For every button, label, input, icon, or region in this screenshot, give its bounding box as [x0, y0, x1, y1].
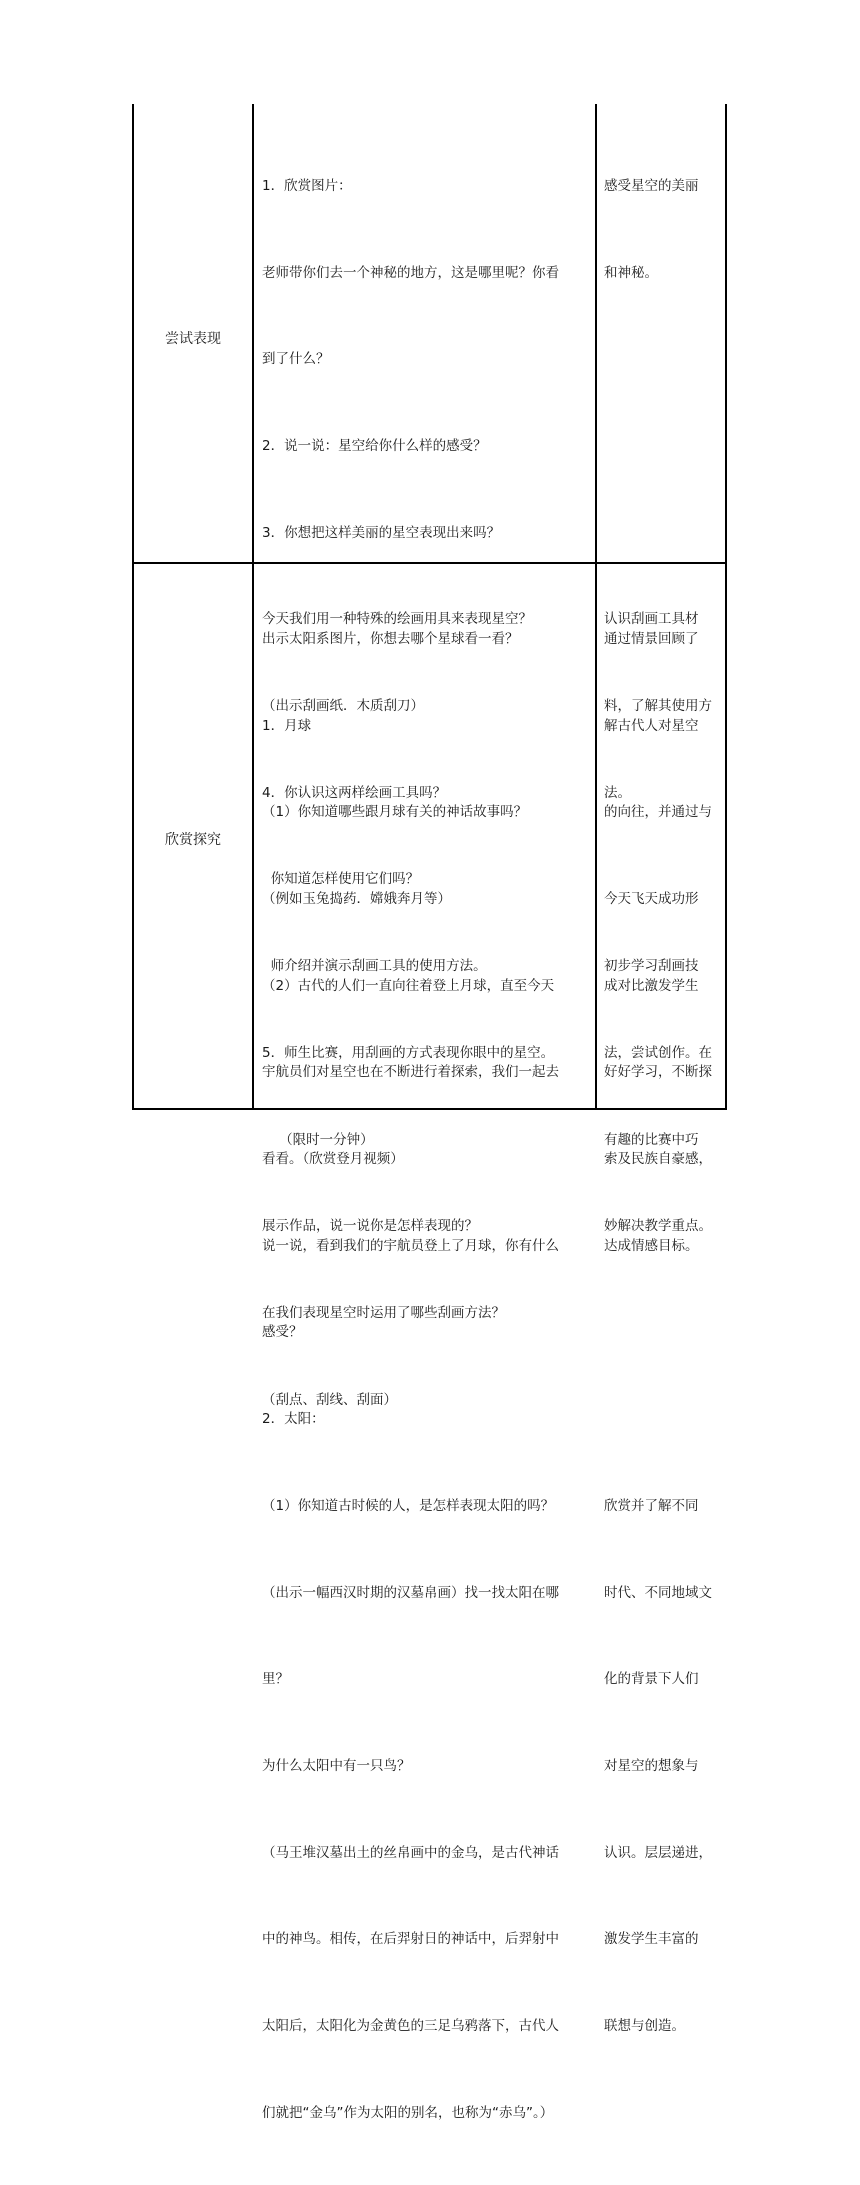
content-line: 到了什么？ [262, 351, 330, 368]
purpose-line [604, 1405, 712, 1434]
table-border-col1 [252, 104, 254, 1110]
content-line: （刮点、刮线、刮面） [262, 1391, 397, 1408]
purpose-line: 妙解决教学重点。 [604, 1218, 712, 1235]
content-line: 为什么太阳中有一只鸟？ [262, 1757, 411, 1774]
content-line: 太阳后，太阳化为金黄色的三足乌鸦落下，古代人 [262, 2018, 559, 2035]
content-line: 2．说一说：星空给你什么样的感受？ [262, 437, 487, 454]
purpose-line: 法，尝试创作。在 [604, 1044, 712, 1061]
purpose-line: 料，了解其使用方 [604, 698, 712, 715]
purpose-line [604, 519, 712, 548]
content-line: 们就把“金乌”作为太阳的别名，也称为“赤乌”。） [262, 2104, 554, 2121]
activity-content [262, 567, 559, 2185]
purpose-line: 索及民族自豪感， [604, 1151, 712, 1168]
purpose-line: 和神秘。 [604, 264, 658, 281]
purpose-line [604, 1318, 712, 1347]
purpose-line: 通过情景回顾了 [604, 630, 699, 647]
stage-label: 尝试表现 [165, 331, 221, 347]
content-line: （马王堆汉墓出土的丝帛画中的金乌，是古代神话 [262, 1844, 559, 1861]
purpose-line: 对星空的想象与 [604, 1757, 699, 1774]
purpose-line: 有趣的比赛中巧 [604, 1131, 699, 1148]
content-line: 说一说，看到我们的宇航员登上了月球，你有什么 [262, 1237, 559, 1254]
content-line: 今天我们用一种特殊的绘画用具来表现星空？ [262, 611, 532, 628]
purpose-line: 化的背景下人们 [604, 1671, 699, 1688]
purpose-line: 今天飞天成功形 [604, 890, 699, 907]
purpose-line: 认识。层层递进， [604, 1844, 712, 1861]
purpose-line: 认识刮画工具材 [604, 611, 699, 628]
purpose-line: 达成情感目标。 [604, 1237, 699, 1254]
content-line: （例如玉兔捣药．嫦娥奔月等） [262, 890, 451, 907]
content-line: 师介绍并演示刮画工具的使用方法。 [262, 958, 487, 975]
purpose-line: 好好学习，不断探 [604, 1064, 712, 1081]
content-line: 中的神鸟。相传，在后羿射日的神话中，后羿射中 [262, 1931, 559, 1948]
content-line: 3．你想把这样美丽的星空表现出来吗？ [262, 524, 501, 541]
content-line: 在我们表现星空时运用了哪些刮画方法？ [262, 1304, 505, 1321]
content-line: 看看。（欣赏登月视频） [262, 1151, 404, 1168]
content-line: （1）你知道哪些跟月球有关的神话故事吗？ [262, 804, 528, 821]
purpose-line: 联想与创造。 [604, 2018, 685, 2035]
purpose-line: 时代、不同地域文 [604, 1584, 712, 1601]
purpose-line [604, 345, 712, 374]
content-line: （出示刮画纸．木质刮刀） [262, 698, 424, 715]
content-line: 老师带你们去一个神秘的地方，这是哪里呢？你看 [262, 264, 559, 281]
content-line: 2．太阳： [262, 1411, 325, 1428]
purpose-line: 成对比激发学生 [604, 977, 699, 994]
purpose-line: 感受星空的美丽 [604, 177, 699, 194]
purpose-line [604, 432, 712, 461]
content-line: 展示作品，说一说你是怎样表现的？ [262, 1218, 478, 1235]
content-line: 4．你认识这两样绘画工具吗？ [262, 784, 447, 801]
table-border-left [132, 104, 134, 1110]
purpose-line: 激发学生丰富的 [604, 1931, 699, 1948]
purpose-line: 欣赏并了解不同 [604, 1497, 699, 1514]
content-line: 出示太阳系图片，你想去哪个星球看一看？ [262, 630, 519, 647]
content-line: 里？ [262, 1671, 289, 1688]
stage-label: 欣赏探究 [165, 832, 221, 848]
content-line: （1）你知道古时候的人，是怎样表现太阳的吗？ [262, 1497, 555, 1514]
content-line: 宇航员们对星空也在不断进行着探索，我们一起去 [262, 1064, 559, 1081]
content-line: 1．欣赏图片： [262, 177, 352, 194]
content-line: （限时一分钟） [262, 1131, 374, 1148]
content-line: （2）古代的人们一直向往着登上月球，直至今天 [262, 977, 555, 994]
content-line: 感受？ [262, 1324, 303, 1341]
purpose-line: 法。 [604, 784, 631, 801]
purpose-line: 的向往，并通过与 [604, 804, 712, 821]
content-line: 1．月球 [262, 717, 312, 734]
design-purpose [604, 567, 712, 2099]
content-line: （出示一幅西汉时期的汉墓帛画）找一找太阳在哪 [262, 1584, 559, 1601]
content-line: 5．师生比赛，用刮画的方式表现你眼中的星空。 [262, 1044, 555, 1061]
purpose-line: 解古代人对星空 [604, 717, 699, 734]
purpose-line: 初步学习刮画技 [604, 958, 699, 975]
table-border-right [725, 104, 727, 1110]
table-border-col2 [595, 104, 597, 1110]
content-line: 你知道怎样使用它们吗？ [262, 871, 420, 888]
